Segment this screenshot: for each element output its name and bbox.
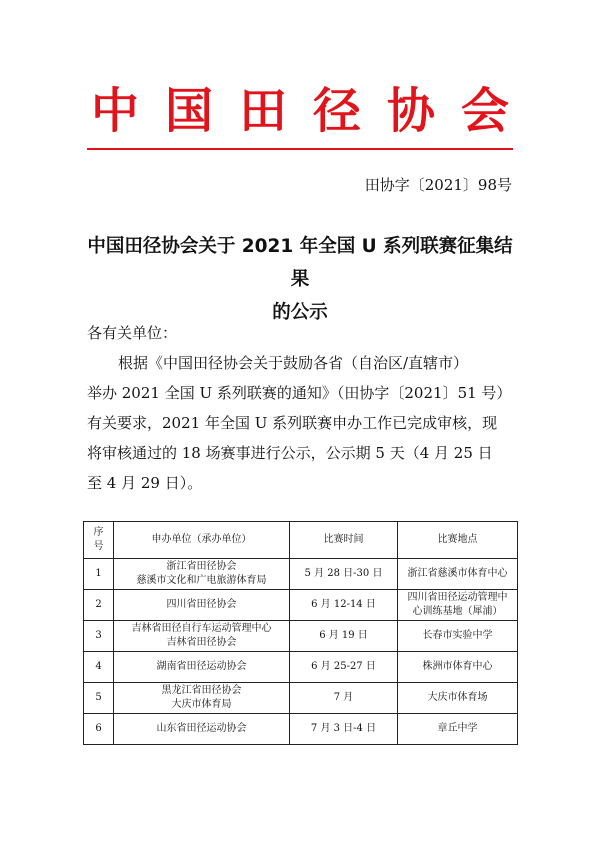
cell-date: 6 月 19 日 (290, 621, 398, 652)
table-row (84, 652, 518, 683)
cell-seq: 3 (84, 621, 114, 652)
cell-seq: 4 (84, 652, 114, 683)
cell-date: 7 月 3 日-4 日 (290, 714, 398, 745)
cell-applicant: 湖南省田径运动协会 (114, 652, 290, 683)
header-date: 比赛时间 (290, 522, 398, 559)
events-table-container (83, 521, 517, 745)
cell-applicant: 黑龙江省田径协会 大庆市体育局 (114, 683, 290, 714)
document-title (87, 230, 513, 329)
main-paragraph (87, 348, 519, 498)
header-applicant: 申办单位（承办单位） (114, 522, 290, 559)
org-header-title: 中国田径协会 (90, 83, 535, 139)
header-seq: 序 号 (84, 522, 114, 559)
paragraph-line: 将审核通过的 18 场赛事进行公示，公示期 5 天（4 月 25 日 (87, 444, 493, 462)
paragraph-line: 至 4 月 29 日）。 (87, 474, 203, 492)
document-title-line-1: 中国田径协会关于 2021 年全国 U 系列联赛征集结果 (87, 236, 513, 290)
paragraph-line: 有关要求，2021 年全国 U 系列联赛申办工作已完成审核，现 (87, 414, 498, 432)
document-number: 田协字〔2021〕98号 (364, 176, 512, 194)
header-red-rule (87, 148, 513, 150)
cell-applicant: 四川省田径协会 (114, 590, 290, 621)
cell-venue: 四川省田径运动管理中 心训练基地（犀浦） (398, 590, 518, 621)
cell-venue: 株洲市体育中心 (398, 652, 518, 683)
table-row (84, 714, 518, 745)
cell-venue: 章丘中学 (398, 714, 518, 745)
cell-venue: 长春市实验中学 (398, 621, 518, 652)
cell-date: 7 月 (290, 683, 398, 714)
document-title-line-2: 的公示 (272, 302, 328, 323)
cell-date: 6 月 12-14 日 (290, 590, 398, 621)
cell-seq: 5 (84, 683, 114, 714)
paragraph-line: 根据《中国田径协会关于鼓励各省（自治区/直辖市） (118, 354, 469, 372)
events-table (83, 521, 518, 745)
cell-date: 5 月 28 日-30 日 (290, 559, 398, 590)
table-header-row (84, 522, 518, 559)
addressee: 各有关单位： (87, 324, 178, 342)
table-row (84, 590, 518, 621)
document-body (87, 318, 519, 498)
cell-seq: 2 (84, 590, 114, 621)
table-row (84, 683, 518, 714)
table-row (84, 559, 518, 590)
cell-applicant: 吉林省田径自行车运动管理中心 吉林省田径协会 (114, 621, 290, 652)
cell-applicant: 浙江省田径协会 慈溪市文化和广电旅游体育局 (114, 559, 290, 590)
cell-date: 6 月 25-27 日 (290, 652, 398, 683)
header-venue: 比赛地点 (398, 522, 518, 559)
paragraph-line: 举办 2021 全国 U 系列联赛的通知》（田协字〔2021〕51 号） (87, 384, 512, 402)
cell-venue: 浙江省慈溪市体育中心 (398, 559, 518, 590)
cell-applicant: 山东省田径运动协会 (114, 714, 290, 745)
table-row (84, 621, 518, 652)
cell-seq: 6 (84, 714, 114, 745)
cell-seq: 1 (84, 559, 114, 590)
cell-venue: 大庆市体育场 (398, 683, 518, 714)
